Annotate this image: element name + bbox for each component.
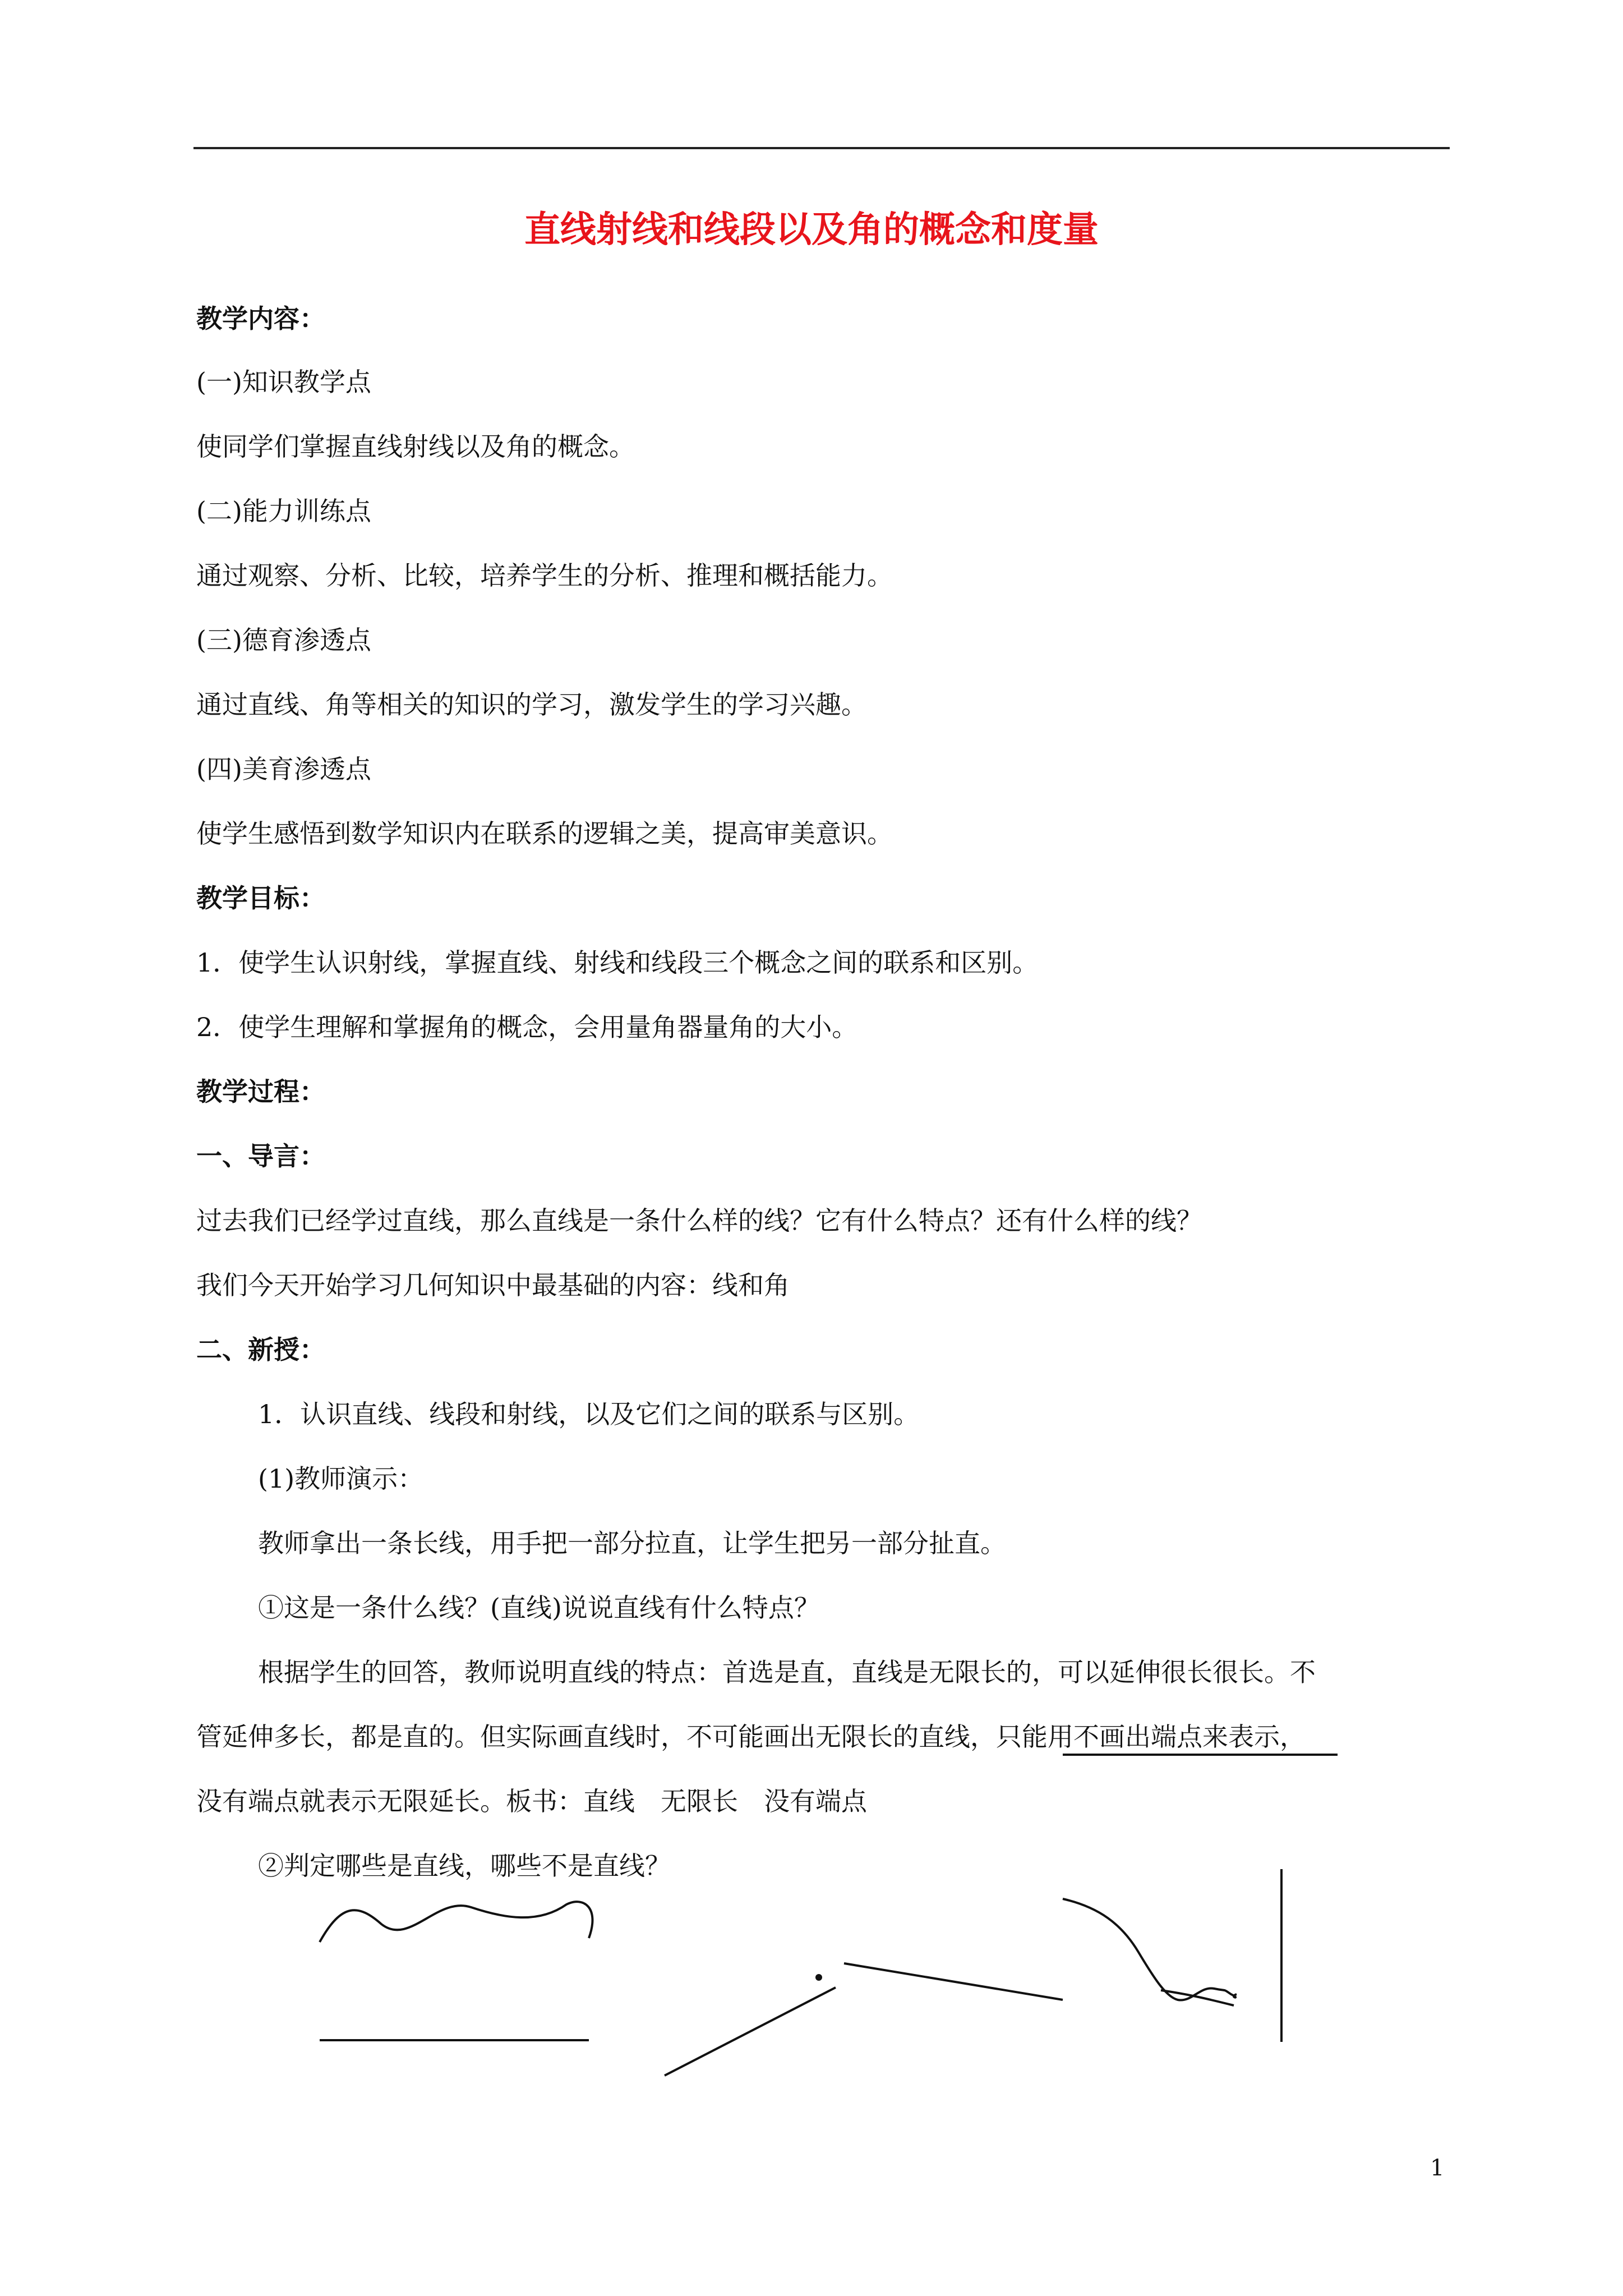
explanation-line-1: 根据学生的回答，教师说明直线的特点：首选是直，直线是无限长的，可以延伸很长很长。不 [258,1657,1316,1687]
endpoint-dot [815,1974,822,1981]
new-lesson-heading: 二、新授： [196,1335,325,1365]
intro-paragraph-2: 我们今天开始学习几何知识中最基础的内容：线和角 [196,1270,790,1300]
intro-paragraph-1: 过去我们已经学过直线，那么直线是一条什么样的线？它有什么特点？还有什么样的线？ [196,1205,1202,1236]
aesthetic-point-text: 使学生感悟到数学知识内在联系的逻辑之美，提高审美意识。 [196,818,893,849]
document-title: 直线射线和线段以及角的概念和度量 [524,209,1099,251]
new-lesson-item-1: 1．认识直线、线段和射线，以及它们之间的联系与区别。 [258,1399,920,1429]
moral-point-label: (三)德育渗透点 [196,625,371,655]
section-heading-process: 教学过程： [196,1076,325,1107]
moral-point-text: 通过直线、角等相关的知识的学习，激发学生的学习兴趣。 [196,689,867,720]
page-number: 1 [1430,2155,1445,2181]
curved-line-tail [1161,1990,1234,2005]
ability-point-label: (二)能力训练点 [196,496,371,526]
slanted-segment-left [665,1987,836,2076]
goal-item-1: 1．使学生认识射线，掌握直线、射线和线段三个概念之间的联系和区别。 [196,947,1039,978]
question-2: ②判定哪些是直线，哪些不是直线？ [258,1851,671,1881]
slanted-segment-right [844,1963,1063,2000]
knowledge-point-text: 使同学们掌握直线射线以及角的概念。 [196,431,635,462]
teacher-demo-text: 教师拿出一条长线，用手把一部分拉直，让学生把另一部分扯直。 [258,1528,1006,1558]
wavy-curve [320,1902,592,1942]
curved-line [1063,1899,1237,2000]
teacher-demo-label: (1)教师演示： [258,1464,424,1494]
ability-point-text: 通过观察、分析、比较，培养学生的分析、推理和概括能力。 [196,560,893,591]
intro-heading: 一、导言： [196,1141,325,1171]
section-heading-goals: 教学目标： [196,883,325,913]
knowledge-point-label: (一)知识教学点 [196,367,371,397]
section-heading-content: 教学内容： [196,303,325,334]
goal-item-2: 2．使学生理解和掌握角的概念，会用量角器量角的大小。 [196,1012,858,1042]
header-rule [193,147,1450,149]
explanation-line-3: 没有端点就表示无限延长。板书：直线 无限长 没有端点 [196,1786,867,1816]
aesthetic-point-label: (四)美育渗透点 [196,754,371,784]
explanation-line-2: 管延伸多长，都是直的。但实际画直线时，不可能画出无限长的直线，只能用不画出端点来表示， [196,1722,1306,1752]
question-1: ①这是一条什么线？(直线)说说直线有什么特点？ [258,1593,820,1623]
